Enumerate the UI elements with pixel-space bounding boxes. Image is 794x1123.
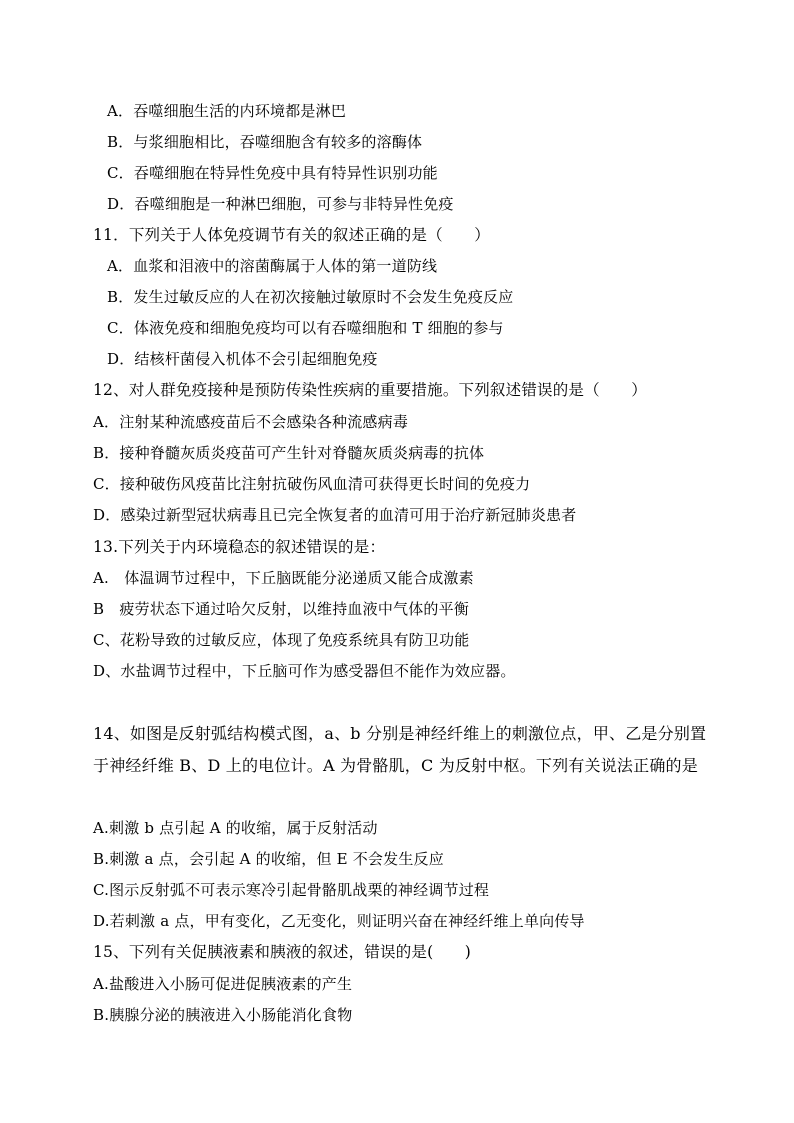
q15-option-b: B.胰腺分泌的胰液进入小肠能消化食物 xyxy=(93,1006,353,1024)
q10-option-b: B．与浆细胞相比，吞噬细胞含有较多的溶酶体 xyxy=(107,133,423,151)
q14-stem-line2: 于神经纤维 B、D 上的电位计。A 为骨骼肌，C 为反射中枢。下列有关说法正确的是 xyxy=(93,756,698,775)
q13-option-c: C、花粉导致的过敏反应，体现了免疫系统具有防卫功能 xyxy=(93,631,470,649)
q12-option-c: C．接种破伤风疫苗比注射抗破伤风血清可获得更长时间的免疫力 xyxy=(93,475,531,493)
q12-option-d: D．感染过新型冠状病毒且已完全恢复者的血清可用于治疗新冠肺炎患者 xyxy=(93,506,577,524)
q13-option-d: D、水盐调节过程中，下丘脑可作为感受器但不能作为效应器。 xyxy=(93,662,516,680)
q14-option-b: B.刺激 a 点，会引起 A 的收缩，但 E 不会发生反应 xyxy=(93,850,444,868)
q10-option-a: A．吞噬细胞生活的内环境都是淋巴 xyxy=(107,102,347,120)
q11-option-a: A．血浆和泪液中的溶菌酶属于人体的第一道防线 xyxy=(107,257,438,275)
q15-option-a: A.盐酸进入小肠可促进促胰液素的产生 xyxy=(93,975,353,993)
q12-stem: 12、对人群免疫接种是预防传染性疾病的重要措施。下列叙述错误的是（ ） xyxy=(93,381,647,399)
q14-option-d: D.若刺激 a 点，甲有变化，乙无变化，则证明兴奋在神经纤维上单向传导 xyxy=(93,912,585,930)
q11-stem: 11．下列关于人体免疫调节有关的叙述正确的是（ ） xyxy=(93,226,490,244)
q13-option-a: A. 体温调节过程中，下丘脑既能分泌递质又能合成激素 xyxy=(93,569,474,587)
q11-option-b: B．发生过敏反应的人在初次接触过敏原时不会发生免疫反应 xyxy=(107,288,514,306)
q13-option-b: B 疲劳状态下通过哈欠反射，以维持血液中气体的平衡 xyxy=(93,600,470,618)
q12-option-a: A．注射某种流感疫苗后不会感染各种流感病毒 xyxy=(93,413,409,431)
q10-option-c: C．吞噬细胞在特异性免疫中具有特异性识别功能 xyxy=(107,164,438,182)
q14-stem-line1: 14、如图是反射弧结构模式图，a、b 分别是神经纤维上的刺激位点，甲、乙是分别置 xyxy=(93,724,707,743)
q11-option-d: D．结核杆菌侵入机体不会引起细胞免疫 xyxy=(107,350,378,368)
q13-stem: 13.下列关于内环境稳态的叙述错误的是： xyxy=(93,538,386,556)
q15-stem: 15、下列有关促胰液素和胰液的叙述，错误的是( ) xyxy=(93,943,472,961)
q14-option-a: A.刺激 b 点引起 A 的收缩，属于反射活动 xyxy=(93,819,378,837)
q14-option-c: C.图示反射弧不可表示寒冷引起骨骼肌战栗的神经调节过程 xyxy=(93,881,490,899)
q12-option-b: B．接种脊髓灰质炎疫苗可产生针对脊髓灰质炎病毒的抗体 xyxy=(93,444,485,462)
q11-option-c: C．体液免疫和细胞免疫均可以有吞噬细胞和 T 细胞的参与 xyxy=(107,319,504,337)
q10-option-d: D．吞噬细胞是一种淋巴细胞，可参与非特异性免疫 xyxy=(107,195,454,213)
